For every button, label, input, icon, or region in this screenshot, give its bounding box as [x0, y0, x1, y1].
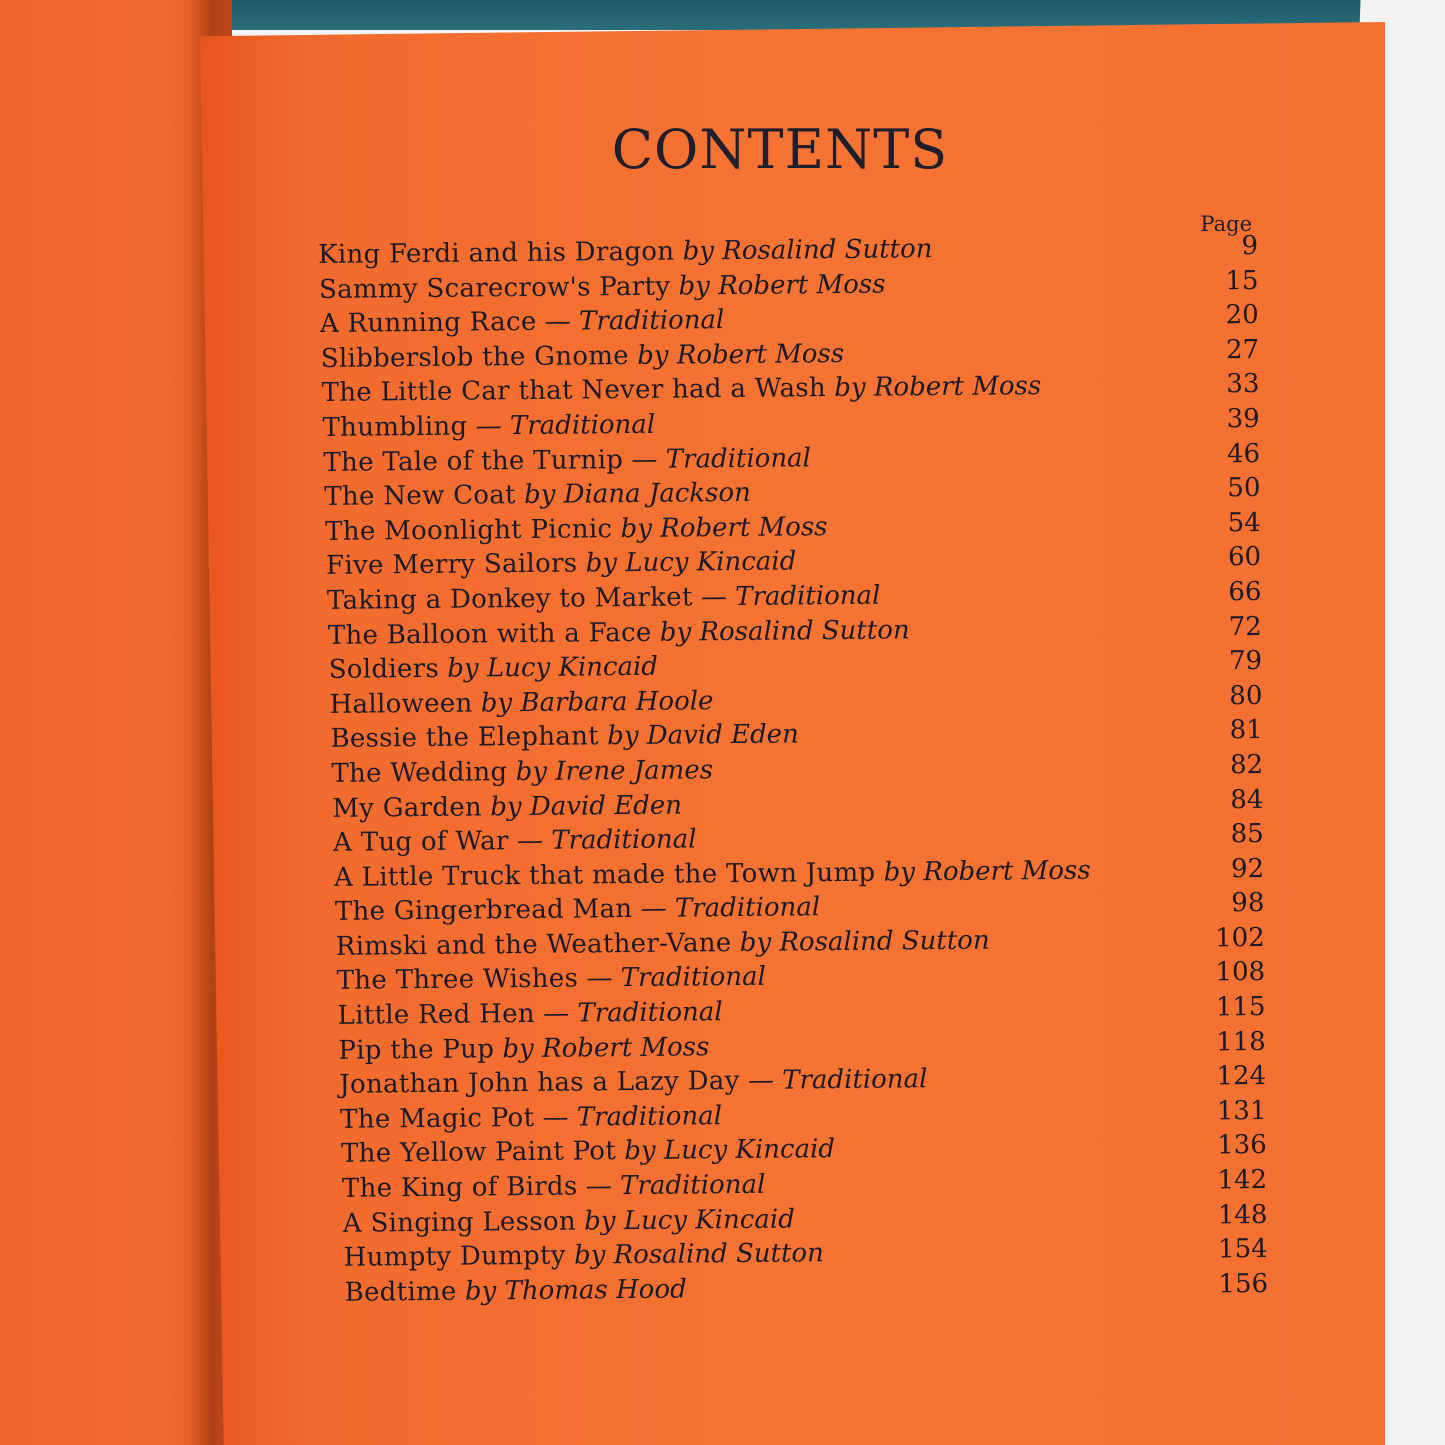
- entry-separator: by: [883, 856, 916, 888]
- entry-page-number: 108: [1215, 957, 1266, 988]
- entry-separator: by: [480, 687, 513, 719]
- entry-author: Lucy Kincaid: [663, 1134, 836, 1167]
- entry-page-number: 81: [1229, 715, 1263, 746]
- contents-list: [318, 229, 1268, 1310]
- entry-author: Rosalind Sutton: [699, 614, 910, 647]
- entry-title: A Singing Lesson: [342, 1206, 577, 1239]
- entry-page-number: 72: [1228, 611, 1262, 642]
- entry-author: David Eden: [646, 719, 799, 752]
- entry-title: Little Red Hen: [337, 999, 536, 1031]
- entry-separator: by: [573, 1240, 606, 1271]
- entry-author: Traditional: [665, 442, 812, 475]
- entry-author: Robert Moss: [717, 269, 886, 301]
- entry-author: Barbara Hoole: [520, 685, 714, 718]
- entry-separator: by: [834, 373, 866, 404]
- entry-separator: —: [516, 825, 544, 857]
- entry-author: Rosalind Sutton: [722, 234, 933, 267]
- entry-title: Five Merry Sailors: [325, 548, 578, 582]
- entry-separator: —: [542, 1102, 569, 1133]
- entry-separator: —: [631, 444, 658, 475]
- entry-page-number: 82: [1229, 749, 1264, 781]
- entry-page-number: 54: [1227, 507, 1261, 539]
- entry-author: Robert Moss: [541, 1031, 710, 1064]
- entry-author: Robert Moss: [660, 511, 828, 544]
- entry-title: My Garden: [332, 791, 483, 824]
- entry-title: Humpty Dumpty: [343, 1240, 566, 1274]
- entry-author: Traditional: [782, 1064, 928, 1096]
- entry-separator: —: [543, 998, 570, 1029]
- entry-title: The Three Wishes: [336, 964, 579, 997]
- entry-title: Rimski and the Weather-Vane: [335, 927, 732, 962]
- entry-page-number: 118: [1215, 1026, 1266, 1058]
- entry-author: Traditional: [578, 305, 725, 337]
- entry-author: Robert Moss: [873, 371, 1042, 404]
- entry-page-number: 102: [1214, 922, 1265, 954]
- entry-page-number: 92: [1230, 853, 1265, 884]
- entry-title: The Magic Pot: [340, 1102, 535, 1135]
- entry-page-number: 39: [1226, 403, 1260, 435]
- entry-author: Traditional: [551, 824, 697, 856]
- entry-author: Rosalind Sutton: [613, 1238, 824, 1271]
- entry-separator: by: [678, 270, 710, 302]
- entry-separator: by: [607, 721, 639, 752]
- entry-title: The King of Birds: [341, 1171, 578, 1204]
- entry-author: David Eden: [529, 790, 683, 822]
- entry-separator: by: [584, 1205, 616, 1237]
- entry-separator: by: [659, 616, 692, 648]
- entry-page-number: 136: [1216, 1130, 1267, 1161]
- entry-separator: by: [490, 791, 522, 822]
- entry-page-number: 85: [1230, 819, 1264, 850]
- entry-page-number: 15: [1225, 265, 1259, 296]
- entry-separator: by: [637, 340, 669, 371]
- entry-author: Traditional: [576, 1101, 723, 1133]
- entry-title: Taking a Donkey to Market: [326, 582, 693, 616]
- entry-author: Robert Moss: [676, 338, 845, 371]
- entry-page-number: 131: [1216, 1095, 1267, 1127]
- entry-title: King Ferdi and his Dragon: [318, 236, 675, 270]
- entry-page-number: 66: [1228, 576, 1262, 608]
- entry-separator: —: [475, 411, 502, 442]
- entry-title: The Little Car that Never had a Wash: [321, 373, 827, 409]
- entry-page-number: 156: [1218, 1268, 1269, 1300]
- entry-page-number: 79: [1228, 646, 1263, 677]
- entry-separator: by: [523, 479, 556, 511]
- entry-page-number: 46: [1226, 438, 1261, 469]
- entry-separator: —: [640, 893, 667, 925]
- entry-page-number: 33: [1226, 369, 1260, 400]
- entry-separator: —: [700, 582, 728, 613]
- entry-author: Lucy Kincaid: [625, 546, 797, 579]
- entry-author: Robert Moss: [923, 855, 1091, 887]
- entry-page-number: 80: [1229, 680, 1263, 711]
- entry-separator: by: [739, 927, 772, 958]
- entry-title: Jonathan John has a Lazy Day: [339, 1066, 740, 1101]
- entry-page-number: 50: [1227, 473, 1261, 504]
- entry-title: Thumbling: [322, 411, 468, 443]
- entry-author: Diana Jackson: [563, 478, 751, 510]
- entry-author: Traditional: [577, 997, 723, 1029]
- entry-title: Slibberslob the Gnome: [320, 340, 630, 374]
- entry-title: A Little Truck that made the Town Jump: [333, 857, 876, 893]
- page-column-header: Page: [1200, 212, 1252, 236]
- entry-title: The Moonlight Picnic: [325, 513, 613, 547]
- entry-title: Soldiers: [328, 653, 440, 686]
- entry-separator: by: [515, 756, 548, 788]
- entry-author: Lucy Kincaid: [486, 651, 659, 684]
- entry-author: Traditional: [674, 892, 821, 924]
- entry-page-number: 154: [1217, 1234, 1268, 1265]
- page-title: CONTENTS: [611, 118, 949, 181]
- entry-separator: by: [620, 513, 653, 544]
- entry-author: Traditional: [620, 962, 767, 994]
- entry-title: The Yellow Paint Pot: [340, 1136, 617, 1170]
- entry-title: The Balloon with a Face: [327, 617, 652, 651]
- entry-page-number: 27: [1225, 334, 1260, 366]
- entry-page-number: 9: [1241, 230, 1259, 262]
- entry-title: The New Coat: [324, 480, 516, 513]
- entry-page-number: 124: [1216, 1061, 1267, 1092]
- entry-page-number: 60: [1227, 542, 1262, 573]
- entry-page-number: 148: [1217, 1199, 1268, 1231]
- entry-author: Traditional: [619, 1169, 766, 1202]
- entry-separator: —: [585, 1171, 612, 1202]
- entry-page-number: 84: [1230, 784, 1264, 815]
- entry-title: A Running Race: [319, 307, 537, 340]
- entry-separator: —: [544, 306, 571, 338]
- entry-separator: —: [586, 963, 613, 994]
- entry-page-number: 142: [1217, 1164, 1268, 1196]
- entry-title: Bedtime: [344, 1276, 457, 1308]
- entry-title: A Tug of War: [333, 826, 509, 858]
- entry-author: Rosalind Sutton: [779, 925, 990, 958]
- entry-separator: by: [502, 1033, 534, 1064]
- entry-title: Sammy Scarecrow's Party: [318, 271, 671, 305]
- entry-page-number: 20: [1225, 300, 1259, 331]
- entry-author: Thomas Hood: [504, 1274, 687, 1307]
- entry-separator: by: [585, 548, 618, 579]
- entry-author: Irene James: [555, 755, 714, 787]
- entry-page-number: 115: [1215, 992, 1266, 1023]
- entry-author: Traditional: [509, 409, 656, 442]
- entry-author: Traditional: [735, 580, 881, 612]
- entry-title: The Tale of the Turnip: [323, 444, 624, 478]
- entry-separator: by: [447, 653, 479, 684]
- entry-separator: by: [624, 1136, 656, 1167]
- entry-separator: by: [682, 236, 715, 267]
- entry-title: The Gingerbread Man: [334, 894, 633, 928]
- entry-title: Bessie the Elephant: [330, 721, 600, 755]
- entry-separator: —: [747, 1065, 775, 1097]
- entry-page-number: 98: [1231, 888, 1265, 919]
- entry-title: Pip the Pup: [338, 1034, 495, 1066]
- entry-separator: by: [464, 1276, 497, 1307]
- entry-author: Lucy Kincaid: [623, 1204, 795, 1236]
- entry-title: Halloween: [329, 688, 473, 720]
- entry-title: The Wedding: [331, 757, 508, 789]
